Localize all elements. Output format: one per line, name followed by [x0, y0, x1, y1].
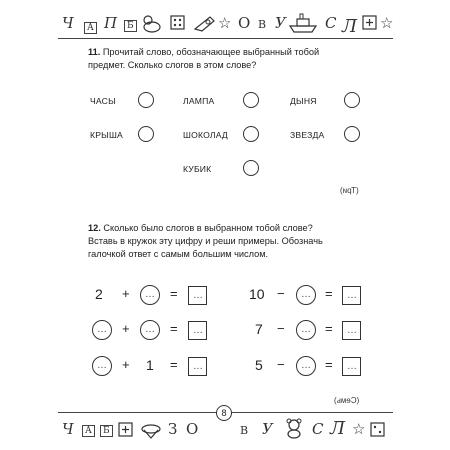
page-number: 8 — [216, 405, 232, 421]
dice-icon — [118, 422, 134, 438]
footer-letter: Б — [100, 425, 113, 437]
header-rule — [58, 38, 393, 39]
star-icon: ☆ — [218, 14, 232, 32]
rocket-icon — [192, 13, 218, 33]
answer-box[interactable] — [342, 286, 361, 305]
choice-circle[interactable] — [344, 92, 360, 108]
dice-icon — [362, 15, 378, 31]
plus-sign: + — [122, 321, 130, 336]
word-zvezda: ЗВЕЗДА — [290, 130, 325, 140]
choice-circle[interactable] — [243, 126, 259, 142]
choice-circle[interactable] — [138, 92, 154, 108]
header-letter: А — [84, 22, 97, 34]
header-letter: Б — [124, 20, 137, 32]
operand: 5 — [255, 357, 263, 373]
digit-circle[interactable] — [140, 285, 160, 305]
minus-sign: − — [277, 357, 285, 372]
dice-icon — [170, 15, 186, 31]
choice-circle[interactable] — [138, 126, 154, 142]
header-letter: В — [258, 18, 267, 31]
duck-toy-icon — [140, 12, 162, 34]
equals-sign: = — [325, 321, 333, 336]
word-kubik: КУБИК — [183, 164, 212, 174]
word-lampa: ЛАМПА — [183, 96, 215, 106]
task-11-line-2: предмет. Сколько слогов в этом слове? — [88, 60, 257, 70]
plus-sign: + — [122, 357, 130, 372]
header-letter: Л — [342, 16, 358, 37]
minus-sign: − — [277, 286, 285, 301]
answer-box[interactable] — [342, 357, 361, 376]
answer-box[interactable] — [342, 321, 361, 340]
header-letter: С — [325, 14, 337, 32]
dice-icon — [370, 422, 386, 438]
footer-letter: В — [240, 424, 249, 437]
answer-box[interactable] — [188, 357, 207, 376]
task-11-text — [88, 46, 319, 72]
task-12-number: 12. — [88, 223, 101, 233]
equals-sign: = — [325, 357, 333, 372]
minus-sign: − — [277, 321, 285, 336]
task-11-line-1: Прочитай слово, обозначающее выбранный тобой — [102, 47, 320, 57]
footer-letter: У — [262, 420, 273, 438]
digit-circle[interactable] — [140, 320, 160, 340]
task-12-text — [88, 222, 323, 261]
word-dynya: ДЫНЯ — [290, 96, 317, 106]
star-icon: ☆ — [380, 14, 394, 32]
header-letter: О — [238, 14, 251, 32]
digit-circle[interactable] — [92, 320, 112, 340]
plus-sign: + — [122, 286, 130, 301]
spinning-top-icon — [140, 420, 162, 440]
operand: 2 — [95, 286, 103, 302]
footer-letter: Ч — [62, 420, 74, 438]
answer-box[interactable] — [188, 286, 207, 305]
footer-letter: О — [186, 420, 199, 438]
task-12-line-2: Вставь в кружок эту цифру и реши примеры. Обозначь — [88, 236, 323, 246]
task-12-line-3: галочкой ответ с самым большим числом. — [88, 249, 269, 259]
choice-circle[interactable] — [243, 160, 259, 176]
task-11-number: 11. — [88, 47, 101, 57]
equals-sign: = — [170, 286, 178, 301]
digit-circle[interactable] — [296, 356, 316, 376]
choice-circle[interactable] — [243, 92, 259, 108]
task-12-answer: (Семь) — [334, 396, 360, 405]
word-shokolad: ШОКОЛАД — [183, 130, 228, 140]
equals-sign: = — [325, 286, 333, 301]
equals-sign: = — [170, 321, 178, 336]
teddy-bear-icon — [282, 416, 306, 440]
footer-letter: С — [312, 420, 324, 438]
header-letter: П — [104, 14, 118, 32]
footer-letter: А — [82, 425, 95, 437]
footer-letter: Л — [330, 418, 346, 439]
answer-box[interactable] — [188, 321, 207, 340]
operand: 1 — [146, 357, 154, 373]
choice-circle[interactable] — [344, 126, 360, 142]
digit-circle[interactable] — [296, 320, 316, 340]
digit-circle[interactable] — [296, 285, 316, 305]
word-krysha: КРЫША — [90, 130, 123, 140]
task-12-line-1: Сколько было слогов в выбранном тобой слове? — [103, 223, 313, 233]
word-chasy: ЧАСЫ — [90, 96, 116, 106]
header-letter: Ч — [62, 14, 74, 32]
star-icon: ☆ — [352, 420, 366, 438]
digit-circle[interactable] — [92, 356, 112, 376]
operand: 7 — [255, 321, 263, 337]
equals-sign: = — [170, 357, 178, 372]
footer-letter: З — [168, 420, 178, 438]
ship-icon — [288, 12, 318, 34]
task-11-answer: (Три) — [340, 186, 359, 195]
header-letter: У — [275, 14, 286, 32]
operand: 10 — [249, 286, 265, 302]
